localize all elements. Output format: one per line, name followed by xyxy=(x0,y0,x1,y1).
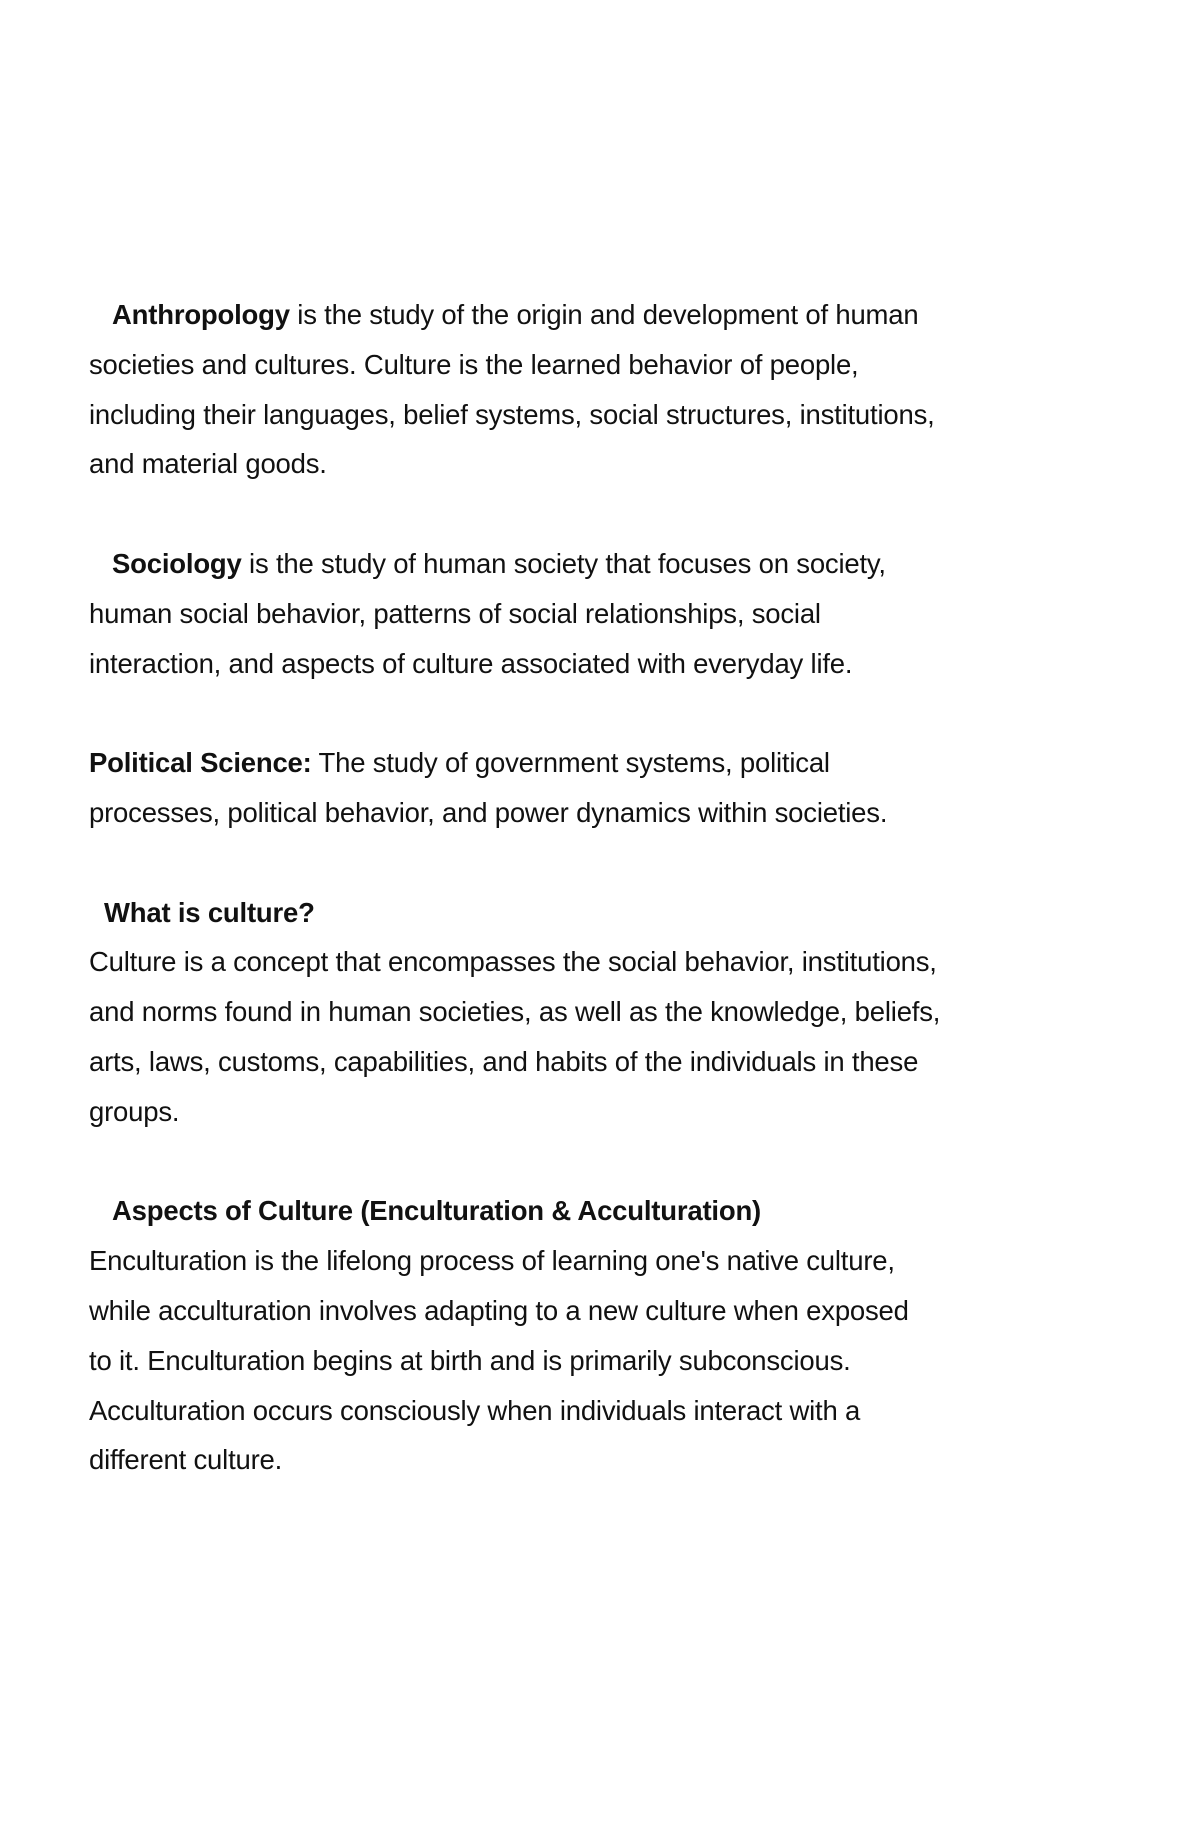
political-science-line-2: processes, political behavior, and power dynamics within societies. xyxy=(89,796,888,828)
aspects-of-culture-line-3: to it. Enculturation begins at birth and is primarily subconscious. xyxy=(89,1344,851,1376)
political-science-term: Political Science: xyxy=(89,747,312,779)
anthropology-term: Anthropology xyxy=(112,299,290,330)
aspects-of-culture-line-4: Acculturation occurs consciously when individuals interact with a xyxy=(89,1394,861,1426)
what-is-culture-heading: What is culture? xyxy=(104,896,315,928)
political-science-paragraph xyxy=(89,738,1119,838)
aspects-of-culture-line-2: while acculturation involves adapting to a new culture when exposed xyxy=(89,1294,909,1326)
what-is-culture-line-4: groups. xyxy=(89,1095,180,1127)
anthropology-line-4: and material goods. xyxy=(89,448,327,480)
sociology-paragraph xyxy=(89,539,1119,688)
anthropology-paragraph xyxy=(89,290,1119,489)
sociology-line-1: is the study of human society that focuses on society, xyxy=(241,547,886,579)
what-is-culture-line-1: Culture is a concept that encompasses the social behavior, institutions, xyxy=(89,946,937,978)
aspects-of-culture-line-5: different culture. xyxy=(89,1444,283,1476)
sociology-line-2: human social behavior, patterns of social relationships, social xyxy=(89,597,821,629)
anthropology-line-1: is the study of the origin and development of human xyxy=(289,299,919,330)
anthropology-line-3: including their languages, belief systems, social structures, institutions, xyxy=(89,398,935,430)
sociology-line-3: interaction, and aspects of culture associated with everyday life. xyxy=(89,647,853,679)
document-page xyxy=(89,290,1119,1485)
anthropology-line-2: societies and cultures. Culture is the learned behavior of people, xyxy=(89,348,859,380)
sociology-term: Sociology xyxy=(112,547,242,579)
aspects-of-culture-heading: Aspects of Culture (Enculturation & Acculturation) xyxy=(112,1195,762,1227)
what-is-culture-line-3: arts, laws, customs, capabilities, and habits of the individuals in these xyxy=(89,1045,919,1077)
aspects-of-culture-section xyxy=(89,1186,1119,1485)
aspects-of-culture-line-1: Enculturation is the lifelong process of learning one's native culture, xyxy=(89,1245,895,1277)
what-is-culture-section xyxy=(89,888,1119,1137)
political-science-line-1: The study of government systems, political xyxy=(311,747,830,779)
what-is-culture-line-2: and norms found in human societies, as well as the knowledge, beliefs, xyxy=(89,996,941,1028)
